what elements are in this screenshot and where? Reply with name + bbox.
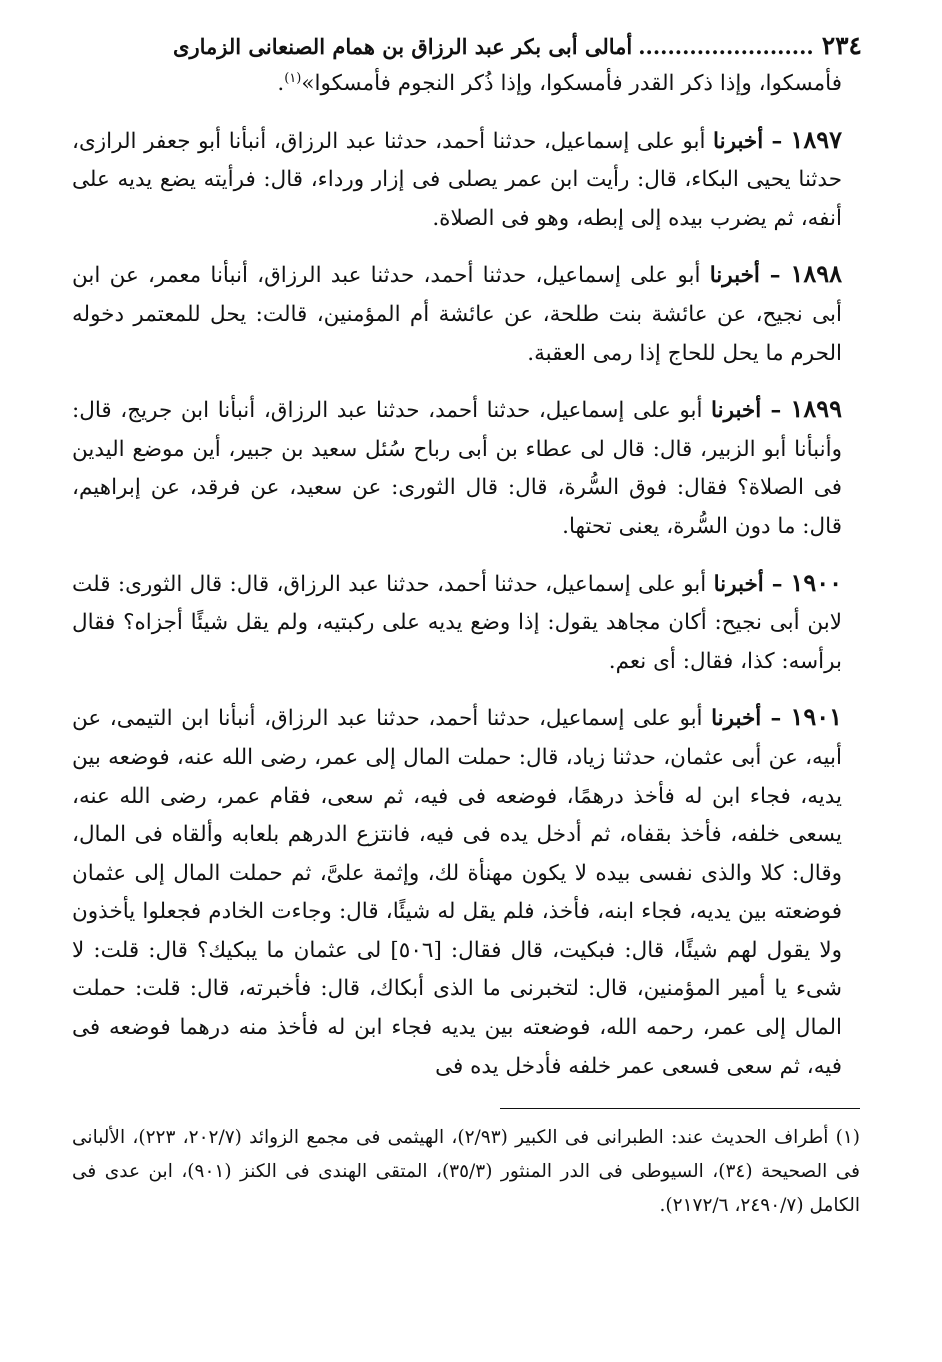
hadith-lead-word: أخبرنا [711, 398, 762, 424]
footnote-divider [500, 1108, 860, 1109]
hadith-lead-word: أخبرنا [711, 706, 762, 732]
footnote-reference: (١) [284, 70, 302, 86]
hadith-text: أبو على إسماعيل، حدثنا أحمد، حدثنا عبد الرزاق، أنبأنا أبو جعفر الرازى، حدثنا يحيى البكاء، قال: رأيت ابن عمر يصلى فى إزار ورداء، قال: فرأيته يضع يديه على أنفه، ثم يضرب بيده إلى إبطه، وهو فى الصلاة. [72, 128, 842, 231]
hadith-paragraph [72, 121, 842, 239]
hadith-number: ١٨٩٧ [790, 124, 842, 154]
hadith-dash: – [763, 128, 791, 154]
header-dots: ........................ [638, 34, 814, 59]
hadith-dash: – [761, 398, 791, 424]
continuation-paragraph [72, 65, 842, 104]
page-number: ٢٣٤ [821, 31, 862, 60]
hadith-lead-word: أخبرنا [713, 571, 764, 597]
hadith-text: أبو على إسماعيل، حدثنا أحمد، حدثنا عبد الرزاق، أنبأنا ابن جريج، قال: وأنبأنا أبو الزبير، قال: قال لى عطاء بن أبى رباح سُئل سعيد بن جبير، أين موضع اليدين فى الصلاة؟ فقال: فوق السُّرة، قال: قال الثورى: عن سعيد، عن فرقد، عن إبراهيم، قال: ما دون السُّرة، يعنى تحتها. [72, 398, 842, 539]
running-header [72, 28, 862, 65]
hadith-lead-word: أخبرنا [709, 263, 760, 289]
page-body [72, 65, 842, 1086]
hadith-lead-word: أخبرنا [713, 128, 764, 154]
hadith-number: ١٨٩٨ [790, 259, 842, 289]
footnote: (١) أطراف الحديث عند: الطبرانى فى الكبير (٢/٩٣)، الهيثمى فى مجمع الزوائد (٢٠٢/٧، ٢٢٣)، الألبانى فى الصحيحة (٣٤)، السيوطى فى الدر المنثور (٣٥/٣)، المتقى الهندى فى الكنز (٩٠١)، ابن عدى فى الكامل (٢٤٩٠/٧، ٢١٧٢/٦). [72, 1127, 861, 1217]
hadith-paragraph [72, 564, 842, 682]
hadith-paragraph [72, 255, 842, 373]
hadith-number: ١٩٠١ [790, 702, 842, 732]
hadith-text: أبو على إسماعيل، حدثنا أحمد، حدثنا عبد الرزاق، أنبأنا معمر، عن ابن أبى نجيح، عن عائشة بنت طلحة، عن عائشة أم المؤمنين، قالت: يحل للمعتمر دخوله الحرم ما يحل للحاج إذا رمى العقبة. [72, 263, 842, 366]
hadith-paragraph [72, 698, 842, 1086]
hadith-dash: – [759, 263, 791, 289]
book-title: أمالى أبى بكر عبد الرزاق بن همام الصنعانى الزمارى [173, 34, 633, 59]
hadith-text: أبو على إسماعيل، حدثنا أحمد، حدثنا عبد الرزاق، أنبأنا ابن التيمى، عن أبيه، عن أبى عثمان، حدثنا زياد، قال: حملت المال إلى عمر، رضى الله عنه، فوضعه بين يديه، فجاء ابن له فأخذ درهمًا، فوضعه فى فيه، ثم سعى، فقام عمر، رضى الله عنه، يسعى خلفه، فأخذ بقفاه، ثم أدخل يده فى فيه، فانتزع الدرهم بلعابه وألقاه فى المال، وقال: كلا والذى نفسى بيده لا يكون مهنأة لك، وإثمة علىَّ، ثم حملت المال إلى عثمان فوضعته بين يديه، فجاء ابنه، فأخذ، فلم يقل له شيئًا، قال: وجاءت الخادم فجعلوا يأخذون ولا يقول لهم شيئًا، قال: فبكيت، قال فقال: [٥٠٦] لى عثمان ما يبكيك؟ قال: قلت: لا شىء يا أمير المؤمنين، قال: لتخبرنى ما الذى أبكاك، قال: فأخبرته، قال: قلت: حملت المال إلى عمر، رحمه الله، فوضعته بين يديه فجاء ابن له فأخذ منه درهما فوضعه فى فيه، ثم سعى فسعى عمر خلفه فأدخل يده فى [72, 706, 842, 1079]
continuation-end: . [277, 71, 285, 96]
hadith-text: أبو على إسماعيل، حدثنا أحمد، حدثنا عبد الرزاق، قال: قال الثورى: قلت لابن أبى نجيح: أكان مجاهد يقول: إذا وضع يديه على ركبتيه، ولم يقل شيئًا أجزاه؟ فقال برأسه: كذا، فقال: أى نعم. [72, 571, 842, 674]
hadith-paragraph [72, 390, 842, 546]
hadith-number: ١٨٩٩ [790, 394, 842, 424]
hadith-number: ١٩٠٠ [790, 567, 842, 597]
hadith-dash: – [761, 706, 791, 732]
hadith-dash: – [763, 571, 791, 597]
continuation-text: فأمسكوا، وإذا ذكر القدر فأمسكوا، وإذا ذُكر النجوم فأمسكوا» [301, 71, 842, 96]
